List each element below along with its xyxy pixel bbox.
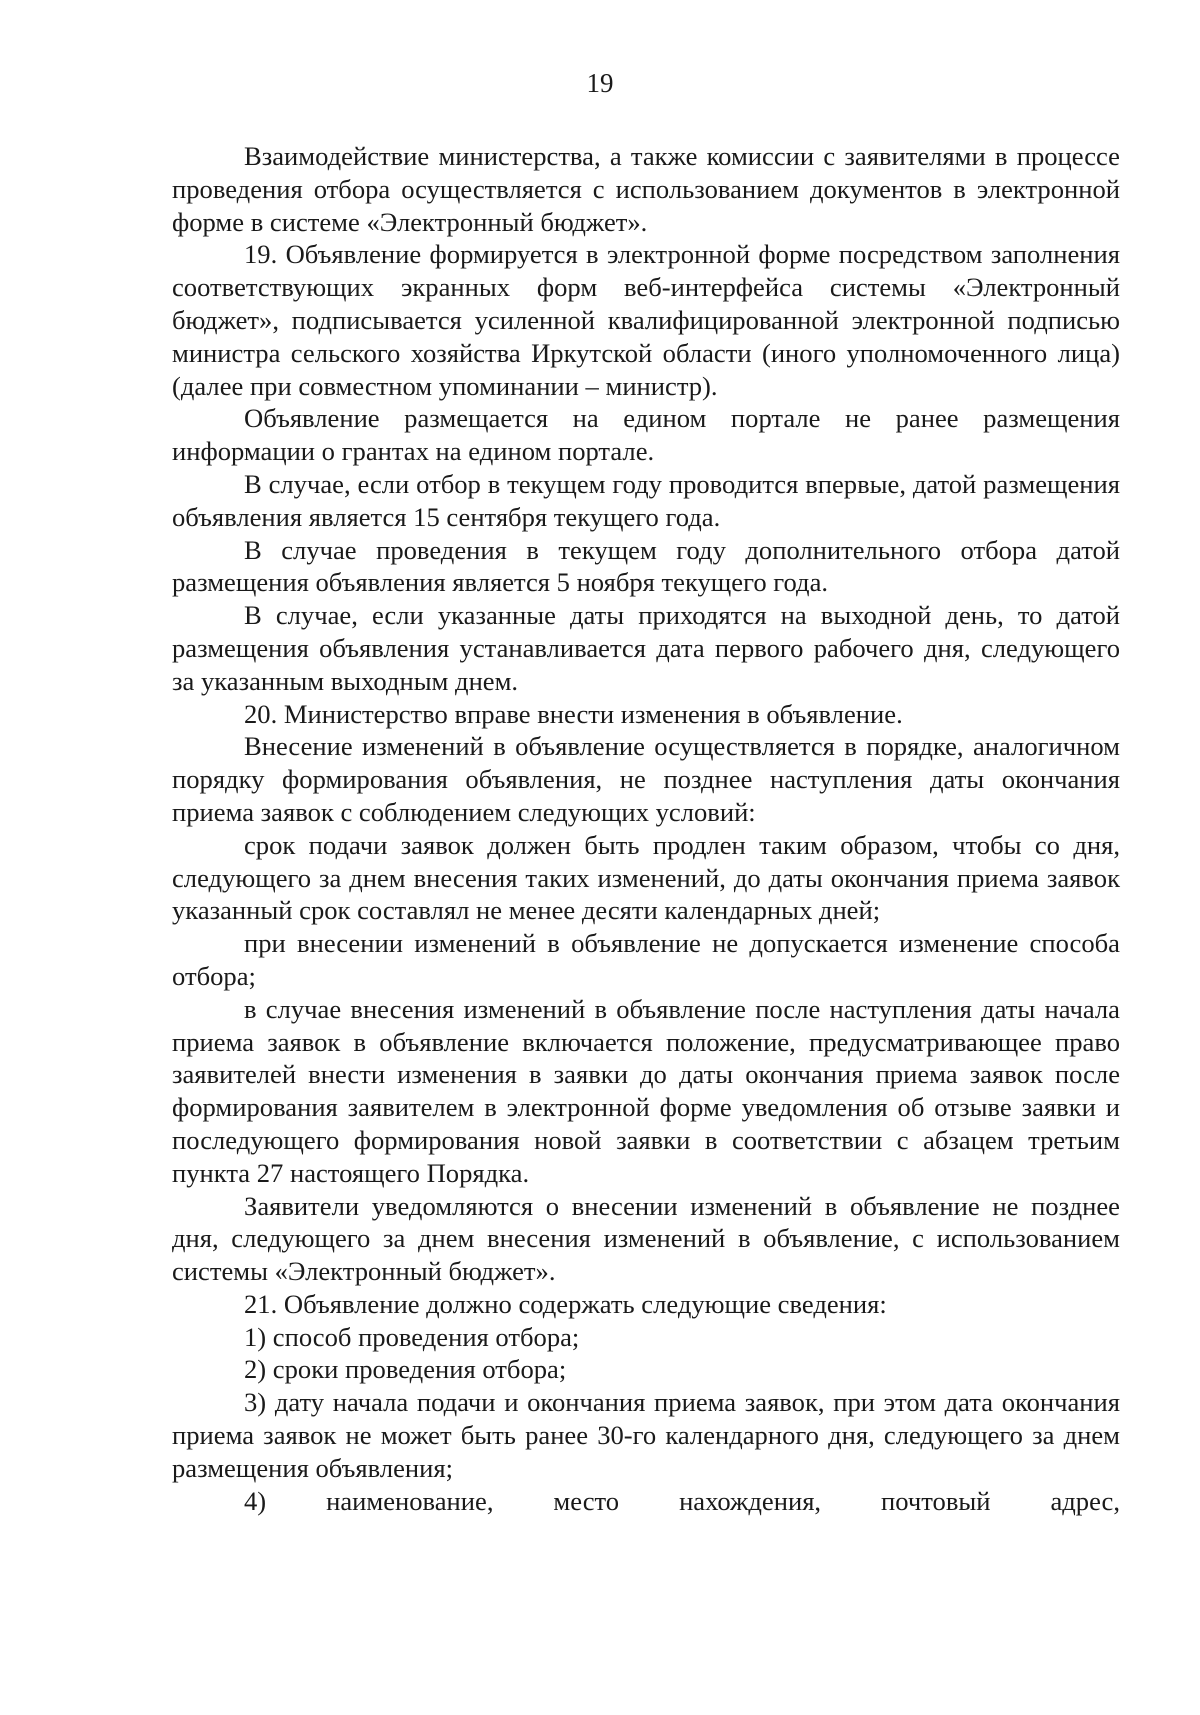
document-body <box>172 140 1120 1517</box>
paragraph-clause-19: 19. Объявление формируется в электронной форме посредством заполнения соответствующих экранных форм веб-интерфейса системы «Электронный бюджет», подписывается усиленной квалифицированной электронной подписью министра сельского хозяйства Иркутской области (иного уполномоченного лица) (далее при совместном упоминании – министр). <box>172 239 1120 401</box>
paragraph-method-unchanged: при внесении изменений в объявление не допускается изменение способа отбора; <box>172 928 1120 991</box>
list-item-4: 4) наименование, место нахождения, почтовый адрес, <box>244 1485 1120 1516</box>
list-item-2: 2) сроки проведения отбора; <box>244 1354 567 1385</box>
paragraph-amendment-after-start: в случае внесения изменений в объявление после наступления даты начала приема заявок в объявление включается положение, предусматривающее право заявителей внести изменения в заявки до даты окончания приема заявок после формирования заявителем в электронной форме уведомления об отзыве заявки и последующего формирования новой заявки в соответствии с абзацем третьим пункта 27 настоящего Порядка. <box>172 993 1120 1188</box>
paragraph-interaction: Взаимодействие министерства, а также комиссии с заявителями в процессе проведения отбора осуществляется с использованием документов в электронной форме в системе «Электронный бюджет». <box>172 141 1120 237</box>
paragraph-first-selection-date: В случае, если отбор в текущем году проводится впервые, датой размещения объявления является 15 сентября текущего года. <box>172 468 1120 532</box>
paragraph-amendment-procedure: Внесение изменений в объявление осуществляется в порядке, аналогичном порядку формирования объявления, не позднее наступления даты окончания приема заявок с соблюдением следующих условий: <box>172 731 1120 827</box>
page-number: 19 <box>586 68 614 98</box>
paragraph-placement: Объявление размещается на едином портале не ранее размещения информации о грантах на едином портале. <box>172 403 1120 467</box>
list-item-1: 1) способ проведения отбора; <box>244 1321 580 1352</box>
paragraph-clause-20: 20. Министерство вправе внести изменения в объявление. <box>244 698 903 729</box>
paragraph-deadline-extension: срок подачи заявок должен быть продлен таким образом, чтобы со дня, следующего за днем внесения таких изменений, до даты окончания приема заявок указанный срок составлял не менее десяти календарных дней; <box>172 829 1120 926</box>
paragraph-clause-21: 21. Объявление должно содержать следующие сведения: <box>244 1288 887 1319</box>
paragraph-applicant-notification: Заявители уведомляются о внесении изменений в объявление не позднее дня, следующего за днем внесения изменений в объявление, с использованием системы «Электронный бюджет». <box>172 1190 1120 1287</box>
list-item-3: 3) дату начала подачи и окончания приема заявок, при этом дата окончания приема заявок не может быть ранее 30-го календарного дня, следующего за днем размещения объявления; <box>172 1387 1120 1483</box>
paragraph-additional-selection-date: В случае проведения в текущем году дополнительного отбора датой размещения объявления является 5 ноября текущего года. <box>172 534 1120 598</box>
paragraph-weekend-rule: В случае, если указанные даты приходятся на выходной день, то датой размещения объявления устанавливается дата первого рабочего дня, следующего за указанным выходным днем. <box>172 600 1120 696</box>
